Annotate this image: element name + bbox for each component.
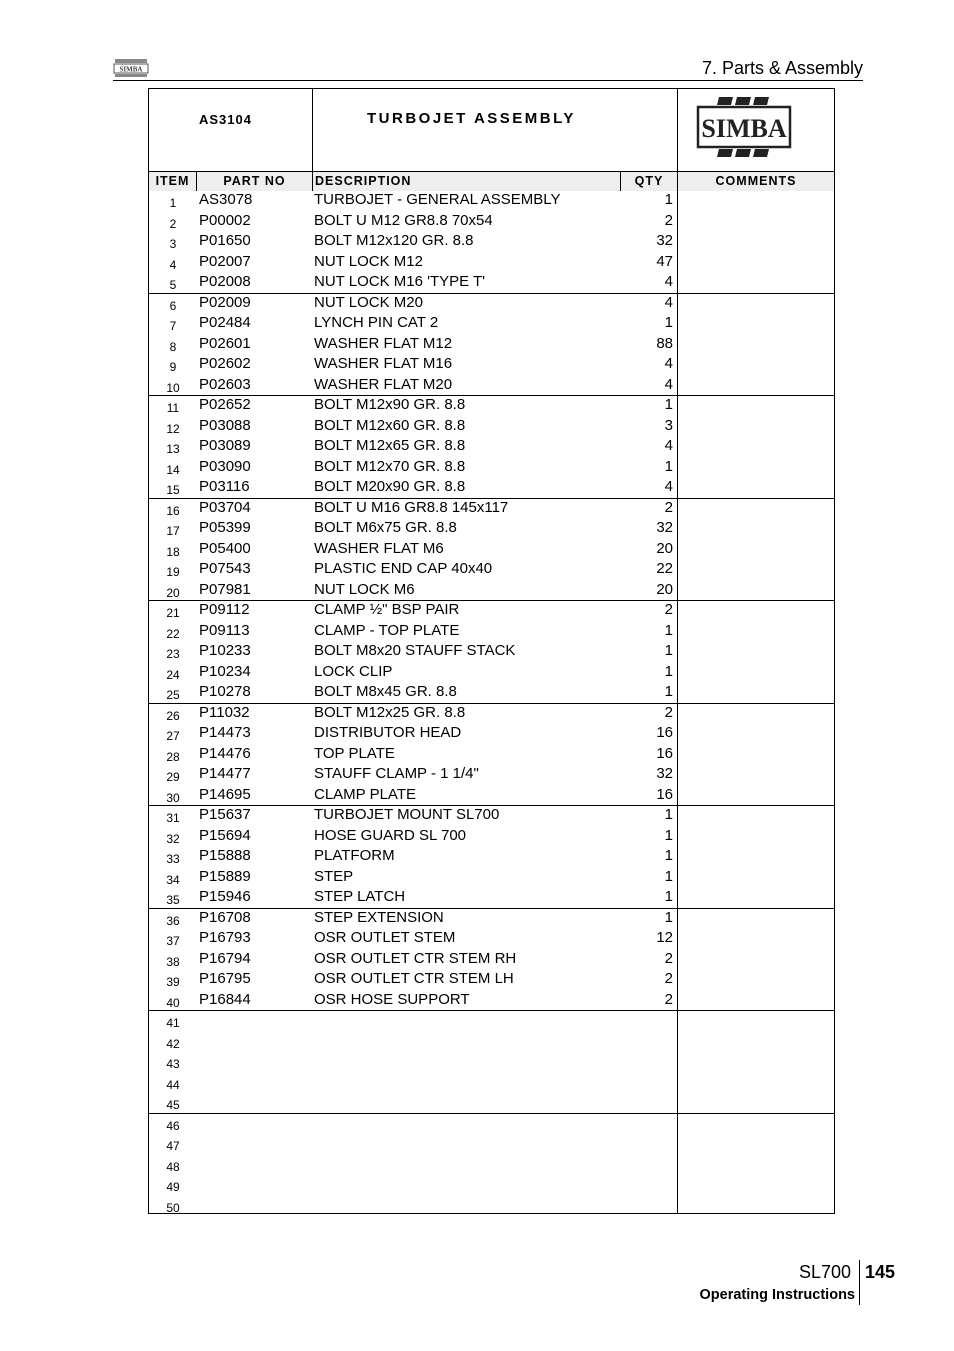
table-row xyxy=(149,1011,834,1032)
item-number: 4 xyxy=(169,257,177,272)
table-row xyxy=(149,1073,834,1094)
item-number: 8 xyxy=(169,339,177,354)
item-number: 2 xyxy=(169,216,177,231)
part-description: BOLT U M12 GR8.8 70x54 xyxy=(314,211,493,229)
table-row xyxy=(149,827,834,848)
part-quantity: 2 xyxy=(664,498,673,516)
part-description: PLASTIC END CAP 40x40 xyxy=(314,560,493,577)
item-number: 20 xyxy=(166,585,180,600)
part-quantity: 3 xyxy=(664,416,673,434)
item-number: 30 xyxy=(166,790,180,805)
table-row xyxy=(149,724,834,745)
table-row xyxy=(149,1155,834,1176)
part-quantity: 4 xyxy=(664,293,673,311)
header-rule xyxy=(113,80,863,81)
part-description: TURBOJET MOUNT SL700 xyxy=(314,806,500,823)
part-number: P10233 xyxy=(199,642,251,659)
part-description: BOLT M8x20 STAUFF STACK xyxy=(314,642,516,659)
part-quantity: 4 xyxy=(664,375,673,393)
table-row xyxy=(149,1114,834,1135)
table-row xyxy=(149,868,834,889)
part-quantity: 22 xyxy=(656,560,673,577)
item-number: 27 xyxy=(166,729,180,743)
part-description: BOLT M6x75 GR. 8.8 xyxy=(314,519,457,536)
table-row xyxy=(149,253,834,274)
part-quantity: 1 xyxy=(664,662,673,680)
part-number: P10234 xyxy=(199,662,251,680)
part-quantity: 1 xyxy=(664,457,673,475)
part-number: P03116 xyxy=(199,478,250,495)
part-description: BOLT M12x65 GR. 8.8 xyxy=(314,437,466,454)
table-row xyxy=(149,847,834,868)
part-description: CLAMP ½" BSP PAIR xyxy=(314,601,460,618)
item-number: 3 xyxy=(169,237,177,251)
part-description: STEP xyxy=(314,867,354,885)
part-quantity: 2 xyxy=(664,990,673,1008)
part-number: P15637 xyxy=(199,806,251,823)
section-title: 7. Parts & Assembly xyxy=(701,58,863,78)
part-number: P02601 xyxy=(199,334,251,352)
part-number: P15694 xyxy=(199,826,251,844)
part-quantity: 20 xyxy=(656,580,673,598)
part-number: P02652 xyxy=(199,396,251,413)
table-row xyxy=(149,273,834,294)
part-number: P02007 xyxy=(199,252,251,270)
item-number: 26 xyxy=(166,708,180,723)
table-row xyxy=(149,1052,834,1073)
table-row xyxy=(149,499,834,520)
table-row xyxy=(149,1196,834,1217)
table-row xyxy=(149,335,834,356)
part-number: P14695 xyxy=(199,785,251,803)
part-description: BOLT M12x25 GR. 8.8 xyxy=(314,703,466,721)
table-row xyxy=(149,663,834,684)
item-number: 41 xyxy=(166,1016,180,1030)
part-description: STEP EXTENSION xyxy=(314,908,444,926)
item-number: 49 xyxy=(166,1180,180,1194)
part-quantity: 2 xyxy=(664,703,673,721)
part-quantity: 16 xyxy=(656,744,673,762)
part-number: P01650 xyxy=(199,232,251,249)
item-number: 23 xyxy=(166,647,180,661)
assembly-number: AS3104 xyxy=(199,112,252,127)
part-number: P03090 xyxy=(199,457,251,475)
item-number: 9 xyxy=(169,360,177,374)
part-quantity: 2 xyxy=(664,970,673,987)
part-description: NUT LOCK M16 'TYPE T' xyxy=(314,273,486,290)
item-number: 32 xyxy=(166,831,180,846)
part-description: STEP LATCH xyxy=(314,888,406,905)
table-row xyxy=(149,950,834,971)
column-header-item: ITEM xyxy=(149,172,196,191)
part-quantity: 2 xyxy=(664,601,673,618)
part-description: WASHER FLAT M20 xyxy=(314,375,453,393)
part-number: P11032 xyxy=(199,703,250,721)
table-row xyxy=(149,294,834,315)
model-name: SL700 xyxy=(799,1262,852,1282)
part-quantity: 1 xyxy=(664,683,673,700)
part-quantity: 1 xyxy=(664,847,673,864)
table-row xyxy=(149,991,834,1012)
part-number: P03088 xyxy=(199,416,251,434)
table-row xyxy=(149,786,834,807)
part-quantity: 1 xyxy=(664,826,673,844)
table-row xyxy=(149,355,834,376)
part-number: P15946 xyxy=(199,888,251,905)
part-description: CLAMP - TOP PLATE xyxy=(314,621,460,639)
table-row xyxy=(149,704,834,725)
table-row xyxy=(149,929,834,950)
simba-logo xyxy=(695,95,793,159)
item-number: 19 xyxy=(166,565,180,579)
part-quantity: 1 xyxy=(664,314,673,331)
title-divider xyxy=(312,89,313,172)
item-number: 14 xyxy=(166,462,180,477)
table-row xyxy=(149,396,834,417)
item-number: 5 xyxy=(169,278,177,292)
svg-text:SIMBA: SIMBA xyxy=(701,114,787,143)
table-row xyxy=(149,540,834,561)
item-number: 43 xyxy=(166,1057,180,1071)
simba-small-logo xyxy=(113,58,149,78)
item-number: 22 xyxy=(166,626,180,641)
part-number: P02009 xyxy=(199,293,251,311)
part-number: P16793 xyxy=(199,929,251,946)
part-quantity: 32 xyxy=(656,765,673,782)
parts-rows xyxy=(149,191,834,1216)
table-row xyxy=(149,765,834,786)
part-description: OSR HOSE SUPPORT xyxy=(314,990,470,1008)
part-number: P00002 xyxy=(199,211,251,229)
part-number: P16795 xyxy=(199,970,251,987)
part-number: P02484 xyxy=(199,314,251,331)
item-number: 48 xyxy=(166,1159,180,1174)
part-quantity: 1 xyxy=(664,867,673,885)
item-number: 28 xyxy=(166,749,180,764)
part-description: NUT LOCK M6 xyxy=(314,580,415,598)
table-row xyxy=(149,1093,834,1114)
page-number: 145 xyxy=(865,1262,896,1282)
part-quantity: 1 xyxy=(664,396,673,413)
part-quantity: 12 xyxy=(656,929,673,946)
item-number: 18 xyxy=(166,544,180,559)
item-number: 15 xyxy=(166,483,180,497)
part-description: BOLT M12x120 GR. 8.8 xyxy=(314,232,474,249)
part-quantity: 16 xyxy=(656,724,673,741)
table-row xyxy=(149,458,834,479)
part-description: OSR OUTLET STEM xyxy=(314,929,456,946)
item-number: 31 xyxy=(166,811,180,825)
item-number: 21 xyxy=(166,606,180,620)
part-description: BOLT M8x45 GR. 8.8 xyxy=(314,683,457,700)
column-header-part-no: PART NO xyxy=(197,172,312,191)
part-description: WASHER FLAT M6 xyxy=(314,539,444,557)
item-number: 6 xyxy=(169,298,177,313)
item-number: 17 xyxy=(166,524,180,538)
table-row xyxy=(149,745,834,766)
part-number: AS3078 xyxy=(199,191,253,208)
part-quantity: 1 xyxy=(664,806,673,823)
table-row xyxy=(149,519,834,540)
part-quantity: 1 xyxy=(664,191,673,208)
table-row xyxy=(149,909,834,930)
item-number: 24 xyxy=(166,667,180,682)
table-row xyxy=(149,601,834,622)
part-number: P03089 xyxy=(199,437,251,454)
table-row xyxy=(149,806,834,827)
part-number: P14473 xyxy=(199,724,251,741)
table-row xyxy=(149,1032,834,1053)
item-number: 39 xyxy=(166,975,180,989)
part-quantity: 4 xyxy=(664,355,673,372)
table-row xyxy=(149,560,834,581)
table-row xyxy=(149,417,834,438)
item-number: 29 xyxy=(166,770,180,784)
part-number: P07981 xyxy=(199,580,251,598)
part-description: NUT LOCK M12 xyxy=(314,252,423,270)
part-number: P02008 xyxy=(199,273,251,290)
part-description: WASHER FLAT M12 xyxy=(314,334,453,352)
part-description: OSR OUTLET CTR STEM LH xyxy=(314,970,514,987)
part-number: P14477 xyxy=(199,765,251,782)
part-number: P16844 xyxy=(199,990,251,1008)
part-number: P09113 xyxy=(199,621,250,639)
table-row xyxy=(149,1175,834,1196)
item-number: 10 xyxy=(166,380,180,395)
column-header-qty: QTY xyxy=(621,172,677,191)
part-quantity: 32 xyxy=(656,519,673,536)
table-row xyxy=(149,376,834,397)
item-number: 34 xyxy=(166,872,180,887)
part-quantity: 2 xyxy=(664,211,673,229)
item-number: 45 xyxy=(166,1098,180,1112)
part-number: P05400 xyxy=(199,539,251,557)
part-number: P02603 xyxy=(199,375,251,393)
part-description: BOLT M12x90 GR. 8.8 xyxy=(314,396,466,413)
item-number: 36 xyxy=(166,913,180,928)
part-quantity: 1 xyxy=(664,621,673,639)
part-description: BOLT U M16 GR8.8 145x117 xyxy=(314,498,509,516)
part-description: LYNCH PIN CAT 2 xyxy=(314,314,439,331)
table-row xyxy=(149,888,834,909)
part-quantity: 1 xyxy=(664,888,673,905)
part-number: P05399 xyxy=(199,519,251,536)
part-quantity: 20 xyxy=(656,539,673,557)
item-number: 35 xyxy=(166,893,180,907)
part-quantity: 32 xyxy=(656,232,673,249)
part-number: P02602 xyxy=(199,355,251,372)
part-quantity: 16 xyxy=(656,785,673,803)
part-quantity: 4 xyxy=(664,437,673,454)
manual-subtitle: Operating Instructions xyxy=(699,1287,855,1303)
parts-sheet xyxy=(148,88,835,1214)
item-number: 12 xyxy=(166,421,180,436)
table-row xyxy=(149,1134,834,1155)
part-description: TURBOJET - GENERAL ASSEMBLY xyxy=(314,191,561,208)
part-description: LOCK CLIP xyxy=(314,662,393,680)
assembly-title: TURBOJET ASSEMBLY xyxy=(367,110,576,127)
item-number: 13 xyxy=(166,442,180,456)
column-header-description: DESCRIPTION xyxy=(313,172,620,191)
item-number: 46 xyxy=(166,1118,180,1133)
svg-text:SIMBA: SIMBA xyxy=(119,65,143,74)
item-number: 44 xyxy=(166,1077,180,1092)
part-quantity: 1 xyxy=(664,908,673,926)
item-number: 40 xyxy=(166,995,180,1010)
part-quantity: 4 xyxy=(664,273,673,290)
column-header-comments: COMMENTS xyxy=(678,172,834,191)
item-number: 47 xyxy=(166,1139,180,1153)
part-description: TOP PLATE xyxy=(314,744,395,762)
part-quantity: 4 xyxy=(664,478,673,495)
part-number: P03704 xyxy=(199,498,251,516)
part-description: BOLT M12x60 GR. 8.8 xyxy=(314,416,466,434)
part-number: P16708 xyxy=(199,908,251,926)
part-quantity: 1 xyxy=(664,642,673,659)
table-row xyxy=(149,212,834,233)
part-description: HOSE GUARD SL 700 xyxy=(314,826,466,844)
part-description: PLATFORM xyxy=(314,847,395,864)
footer-divider xyxy=(859,1260,860,1305)
part-quantity: 47 xyxy=(656,252,673,270)
part-number: P14476 xyxy=(199,744,251,762)
table-row xyxy=(149,642,834,663)
table-row xyxy=(149,683,834,704)
item-number: 37 xyxy=(166,934,180,948)
part-number: P16794 xyxy=(199,949,251,967)
item-number: 16 xyxy=(166,503,180,518)
part-description: OSR OUTLET CTR STEM RH xyxy=(314,949,517,967)
table-row xyxy=(149,581,834,602)
item-number: 25 xyxy=(166,688,180,702)
part-description: BOLT M12x70 GR. 8.8 xyxy=(314,457,466,475)
table-row xyxy=(149,622,834,643)
part-number: P09112 xyxy=(199,601,250,618)
part-number: P10278 xyxy=(199,683,251,700)
part-description: CLAMP PLATE xyxy=(314,785,416,803)
part-description: DISTRIBUTOR HEAD xyxy=(314,724,462,741)
table-row xyxy=(149,478,834,499)
part-number: P15888 xyxy=(199,847,251,864)
table-row xyxy=(149,232,834,253)
part-description: BOLT M20x90 GR. 8.8 xyxy=(314,478,466,495)
part-description: NUT LOCK M20 xyxy=(314,293,423,311)
part-description: STAUFF CLAMP - 1 1/4" xyxy=(314,765,479,782)
item-number: 42 xyxy=(166,1036,180,1051)
part-quantity: 2 xyxy=(664,949,673,967)
item-number: 11 xyxy=(166,401,180,415)
item-number: 7 xyxy=(169,319,177,333)
table-row xyxy=(149,314,834,335)
item-number: 1 xyxy=(169,196,177,210)
item-number: 33 xyxy=(166,852,180,866)
part-number: P15889 xyxy=(199,867,251,885)
part-quantity: 88 xyxy=(656,334,673,352)
table-row xyxy=(149,437,834,458)
table-row xyxy=(149,970,834,991)
table-row xyxy=(149,191,834,212)
item-number: 50 xyxy=(166,1200,180,1215)
item-number: 38 xyxy=(166,954,180,969)
part-number: P07543 xyxy=(199,560,251,577)
part-description: WASHER FLAT M16 xyxy=(314,355,453,372)
